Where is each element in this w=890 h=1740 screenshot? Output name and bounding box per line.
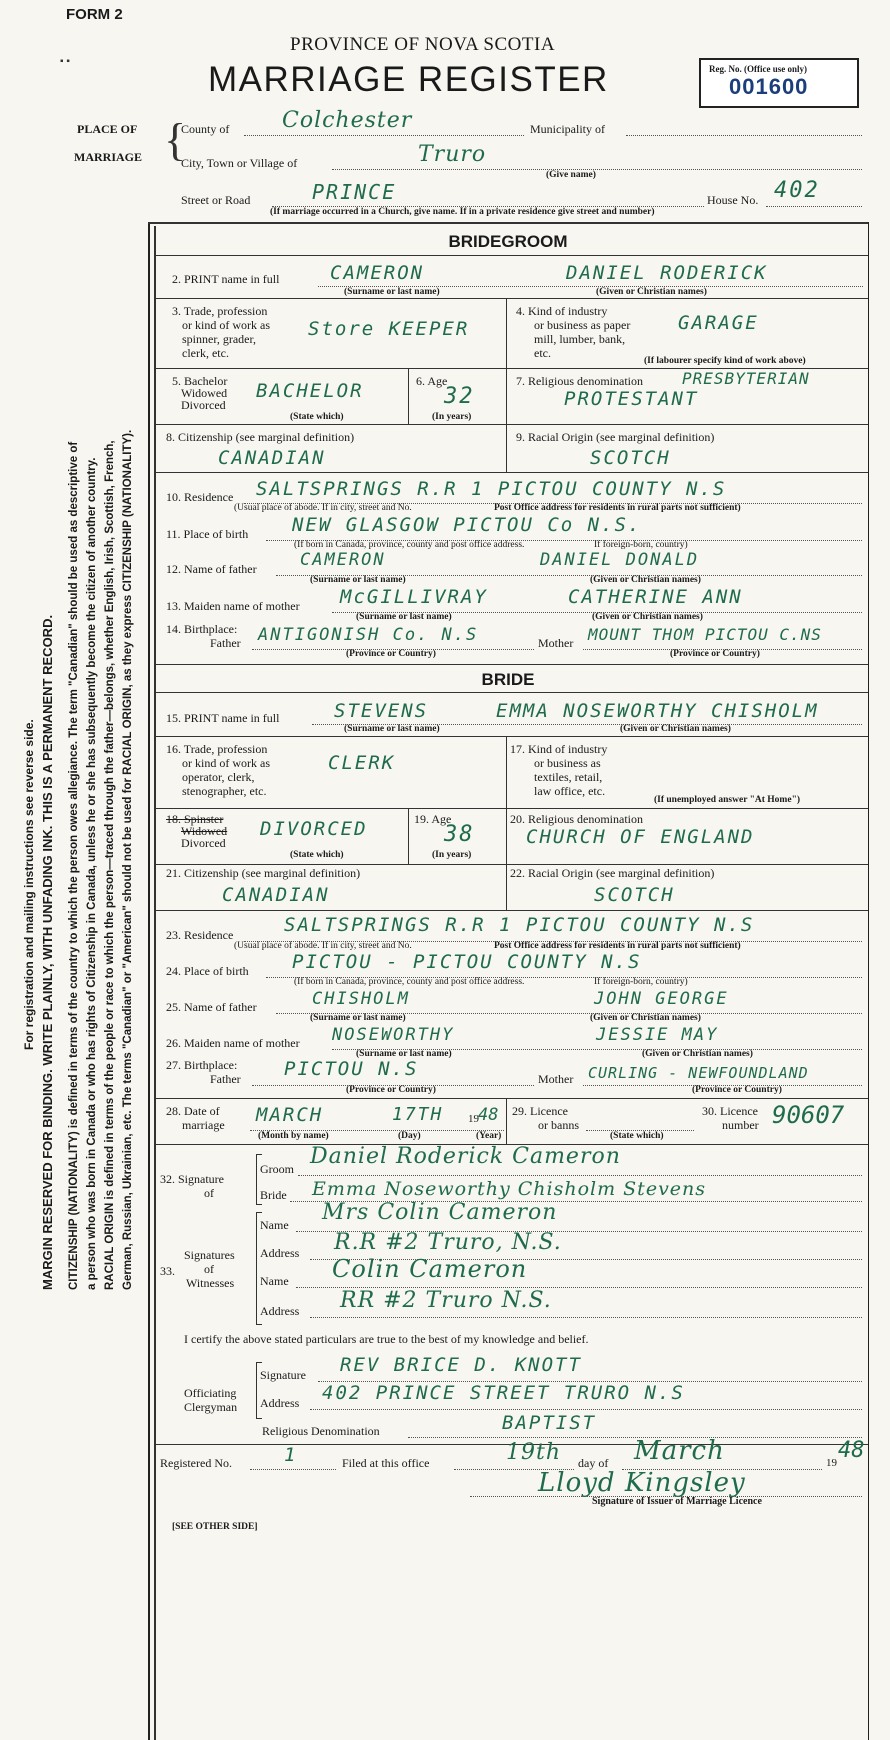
bride-given-hint: (Given or Christian names) [620, 724, 731, 734]
day-of-label: day of [578, 1456, 609, 1470]
reg-number-box [699, 58, 859, 108]
groom-surname: CAMERON [330, 262, 425, 284]
groom-mother-surname-hint: (Surname or last name) [356, 612, 452, 622]
groom-racial-label: 9. Racial Origin (see marginal definition) [516, 430, 715, 444]
licence-banns-label-2: or banns [538, 1118, 579, 1132]
bride-father-birthplace: PICTOU N.S [284, 1058, 419, 1080]
bride-status-hint: (State which) [290, 850, 344, 860]
street-value: PRINCE [312, 180, 397, 204]
witnesses-label-1: Signatures [184, 1248, 235, 1262]
bride-birth: PICTOU - PICTOU COUNTY N.S [292, 951, 642, 973]
bride-father-given: JOHN GEORGE [594, 989, 729, 1009]
groom-father-given-hint: (Given or Christian names) [590, 575, 701, 585]
witness-1-address: R.R #2 Truro, N.S. [334, 1230, 562, 1255]
clergy-address: 402 PRINCE STREET TRURO N.S [322, 1382, 685, 1404]
clergy-denomination: BAPTIST [502, 1412, 597, 1434]
bride-mother-given: JESSIE MAY [596, 1025, 719, 1045]
bride-birthplace-father-label: Father [210, 1072, 241, 1086]
groom-trade-label-3: spinner, grader, [182, 332, 257, 346]
bride-signature: Emma Noseworthy Chisholm Stevens [312, 1178, 707, 1200]
groom-name-label: 2. PRINT name in full [172, 272, 280, 286]
form-title: MARRIAGE REGISTER [208, 60, 609, 99]
bridegroom-heading: BRIDEGROOM [448, 232, 568, 251]
bride-trade: CLERK [328, 752, 396, 774]
house-value: 402 [774, 178, 820, 203]
filed-month: March [634, 1436, 725, 1466]
bride-surname: STEVENS [334, 700, 429, 722]
see-other-side-note: [SEE OTHER SIDE] [172, 1522, 258, 1532]
county-value: Colchester [282, 108, 413, 133]
witnesses-label-3: Witnesses [186, 1276, 235, 1290]
groom-status-hint: (State which) [290, 412, 344, 422]
marriage-day: 17TH [392, 1104, 444, 1125]
clergy-address-label: Address [260, 1396, 300, 1410]
groom-racial: SCOTCH [590, 447, 671, 469]
groom-signature: Daniel Roderick Cameron [310, 1144, 621, 1169]
bride-mother-surname: NOSEWORTHY [332, 1025, 455, 1045]
margin-line-2: MARGIN RESERVED FOR BINDING. WRITE PLAINLY, WITH UNFADING INK. THIS IS A PERMANENT RECORD. [40, 614, 55, 1290]
groom-birth-hint-b: If foreign-born, country) [594, 540, 688, 550]
licence-banns-hint: (State which) [610, 1131, 664, 1141]
bride-status: DIVORCED [260, 818, 368, 840]
reg-box-label: Reg. No. (Office use only) [709, 64, 807, 74]
groom-mother-surname: McGILLIVRAY [340, 586, 488, 608]
bride-residence-label: 23. Residence [166, 928, 234, 942]
groom-father-birthplace: ANTIGONISH Co. N.S [258, 625, 479, 645]
groom-religion-1: PRESBYTERIAN [682, 369, 810, 388]
groom-citizenship-label: 8. Citizenship (see marginal definition) [166, 430, 355, 444]
groom-industry-label-2: or business as paper [534, 318, 631, 332]
give-name-hint: (Give name) [546, 170, 596, 180]
groom-father-surname-hint: (Surname or last name) [310, 575, 406, 585]
bride-age: 38 [444, 822, 475, 847]
groom-father-province-hint: (Province or Country) [346, 649, 436, 659]
margin-line-5: RACIAL ORIGIN is defined in terms of the people or race to which the person—traced through the father—belongs, whether English, Irish, Scottish, French, [104, 440, 116, 1290]
marriage-year-prefix: 19 [468, 1113, 479, 1125]
clergy-signature: REV BRICE D. KNOTT [340, 1354, 582, 1376]
clergy-denomination-label: Religious Denomination [262, 1424, 380, 1438]
bride-father-province-hint: (Province or Country) [346, 1085, 436, 1095]
groom-industry-label-4: etc. [534, 346, 551, 360]
issuer-signature: Lloyd Kingsley [538, 1468, 746, 1498]
bride-citizenship: CANADIAN [222, 884, 330, 906]
bride-residence-hint-b: Post Office address for residents in rural parts not sufficient) [494, 941, 741, 951]
bride-father-surname: CHISHOLM [312, 989, 410, 1009]
groom-father-given: DANIEL DONALD [540, 550, 700, 570]
groom-birthplace-label: 14. Birthplace: [166, 622, 238, 636]
bride-residence: SALTSPRINGS R.R 1 PICTOU COUNTY N.S [284, 914, 755, 936]
bride-age-hint: (In years) [432, 850, 472, 860]
witnesses-label-2: of [204, 1262, 214, 1276]
form-number: FORM 2 [66, 6, 123, 23]
filed-day: 19th [506, 1440, 562, 1465]
groom-citizenship: CANADIAN [218, 447, 326, 469]
city-label: City, Town or Village of [181, 156, 298, 170]
registered-no: 1 [284, 1444, 298, 1466]
marriage-day-hint: (Day) [398, 1131, 421, 1141]
margin-line-4: a person who was born in Canada or who has rights of Citizenship in Canada, unless he or she has subsequently become the citizen of another country. [86, 457, 98, 1290]
bride-citizenship-label: 21. Citizenship (see marginal definition) [166, 866, 361, 880]
bride-mother-province-hint: (Province or Country) [692, 1085, 782, 1095]
groom-trade-label-2: or kind of work as [182, 318, 270, 332]
clergy-signature-label: Signature [260, 1368, 306, 1382]
house-label: House No. [707, 193, 759, 207]
witness-1-name: Mrs Colin Cameron [322, 1200, 558, 1225]
witness-1-name-label: Name [260, 1218, 289, 1232]
groom-birthplace-father-label: Father [210, 636, 241, 650]
province-title: PROVINCE OF NOVA SCOTIA [290, 34, 556, 55]
groom-age-label: 6. Age [416, 374, 448, 388]
groom-industry-hint: (If labourer specify kind of work above) [644, 356, 806, 366]
groom-mother-label: 13. Maiden name of mother [166, 599, 300, 613]
bride-surname-hint: (Surname or last name) [344, 724, 440, 734]
bride-birth-label: 24. Place of birth [166, 964, 249, 978]
licence-banns-label-1: 29. Licence [512, 1104, 568, 1118]
groom-surname-hint: (Surname or last name) [344, 287, 440, 297]
reg-number: 001600 [729, 74, 809, 99]
bride-trade-label-1: 16. Trade, profession [166, 742, 268, 756]
bride-trade-label-4: stenographer, etc. [182, 784, 267, 798]
signature-section-label-1: 32. Signature [160, 1172, 224, 1186]
groom-religion-2: PROTESTANT [564, 388, 699, 410]
groom-mother-given-hint: (Given or Christian names) [592, 612, 703, 622]
county-label: County of [181, 122, 230, 136]
bride-mother-birthplace: CURLING - NEWFOUNDLAND [588, 1064, 809, 1082]
groom-birth: NEW GLASGOW PICTOU Co N.S. [292, 514, 642, 536]
margin-line-6: German, Russian, Ukrainian, etc. The terms "Canadian" or "American" should not be used for RACIAL ORIGIN, as they express CITIZENSHIP (NATIONALITY). [122, 429, 134, 1290]
groom-trade-label-4: clerk, etc. [182, 346, 229, 360]
groom-father-label: 12. Name of father [166, 562, 257, 576]
marriage-date-label-1: 28. Date of [166, 1104, 220, 1118]
filed-label: Filed at this office [342, 1456, 430, 1470]
groom-status-label-3: Divorced [181, 398, 226, 412]
bride-status-label-3: Divorced [181, 836, 226, 850]
groom-residence-hint-a: (Usual place of abode. If in city, street and No. [234, 503, 412, 513]
bride-given: EMMA NOSEWORTHY CHISHOLM [496, 700, 819, 722]
bride-heading: BRIDE [481, 670, 535, 689]
groom-status: BACHELOR [256, 380, 364, 402]
groom-religion-label: 7. Religious denomination [516, 374, 643, 388]
bride-trade-label-2: or kind of work as [182, 756, 270, 770]
groom-given-hint: (Given or Christian names) [596, 287, 707, 297]
place-brace: { [164, 114, 187, 165]
licence-number-label-1: 30. Licence [702, 1104, 758, 1118]
groom-status-label-2: Widowed [181, 386, 228, 400]
bride-industry-label-4: law office, etc. [534, 784, 606, 798]
groom-mother-province-hint: (Province or Country) [670, 649, 760, 659]
bride-father-label: 25. Name of father [166, 1000, 257, 1014]
groom-birth-hint-a: (If born in Canada, province, county and post office address. [294, 540, 525, 550]
bride-birth-hint-b: If foreign-born, country) [594, 977, 688, 987]
bride-mother-given-hint: (Given or Christian names) [642, 1049, 753, 1059]
groom-father-surname: CAMERON [300, 550, 386, 570]
groom-industry-label-1: 4. Kind of industry [516, 304, 608, 318]
witness-2-name-label: Name [260, 1274, 289, 1288]
city-value: Truro [418, 142, 487, 167]
marriage-year-hint: (Year) [476, 1131, 502, 1141]
licence-number-label-2: number [722, 1118, 759, 1132]
groom-status-label-1: 5. Bachelor [172, 374, 228, 388]
marriage-month-hint: (Month by name) [258, 1131, 329, 1141]
bride-religion: CHURCH OF ENGLAND [526, 826, 755, 848]
bride-mother-surname-hint: (Surname or last name) [356, 1049, 452, 1059]
margin-line-3: CITIZENSHIP (NATIONALITY) is defined in terms of the country to which the person owes allegiance. The term "Canadian" should be used as descriptive of [68, 441, 80, 1290]
bride-status-label-1: 18. Spinster [166, 812, 224, 826]
groom-mother-birthplace: MOUNT THOM PICTOU C.NS [588, 625, 822, 644]
bride-trade-label-3: operator, clerk, [182, 770, 255, 784]
groom-mother-given: CATHERINE ANN [568, 586, 743, 608]
bride-name-label: 15. PRINT name in full [166, 711, 280, 725]
bride-industry-hint: (If unemployed answer "At Home") [654, 795, 801, 805]
groom-signature-label: Groom [260, 1162, 294, 1176]
certification-statement: I certify the above stated particulars are true to the best of my knowledge and belief. [184, 1332, 589, 1346]
municipality-label: Municipality of [530, 122, 605, 136]
place-label-1: PLACE OF [77, 122, 138, 136]
bride-birthplace-label: 27. Birthplace: [166, 1058, 238, 1072]
bride-status-label-2: Widowed [181, 824, 228, 838]
issuer-signature-label: Signature of Issuer of Marriage Licence [592, 1496, 762, 1507]
bride-father-given-hint: (Given or Christian names) [590, 1013, 701, 1023]
signature-section-label-2: of [204, 1186, 214, 1200]
witness-2-address-label: Address [260, 1304, 300, 1318]
street-label: Street or Road [181, 193, 251, 207]
groom-industry-label-3: mill, lumber, bank, [534, 332, 626, 346]
licence-number: 90607 [772, 1101, 845, 1129]
groom-industry: GARAGE [678, 312, 759, 334]
bride-father-surname-hint: (Surname or last name) [310, 1013, 406, 1023]
bride-mother-label: 26. Maiden name of mother [166, 1036, 300, 1050]
bride-racial: SCOTCH [594, 884, 675, 906]
bride-signature-label: Bride [260, 1188, 287, 1202]
filed-year-prefix: 19 [826, 1457, 837, 1469]
witnesses-section-number: 33. [160, 1264, 175, 1278]
clergy-label-2: Clergyman [184, 1400, 238, 1414]
groom-trade-label-1: 3. Trade, profession [172, 304, 268, 318]
marriage-year: 48 [478, 1105, 499, 1125]
bride-birthplace-mother-label: Mother [538, 1072, 574, 1086]
bride-industry-label-1: 17. Kind of industry [510, 742, 608, 756]
groom-age-hint: (In years) [432, 412, 472, 422]
bride-age-label: 19. Age [414, 812, 452, 826]
witness-1-address-label: Address [260, 1246, 300, 1260]
bride-religion-label: 20. Religious denomination [510, 812, 643, 826]
groom-birthplace-mother-label: Mother [538, 636, 574, 650]
marriage-month: MARCH [256, 1104, 324, 1126]
groom-age: 32 [444, 384, 475, 409]
groom-residence: SALTSPRINGS R.R 1 PICTOU COUNTY N.S [256, 478, 727, 500]
place-note: (If marriage occurred in a Church, give name. If in a private residence give street and number) [270, 207, 655, 217]
groom-trade: Store KEEPER [308, 318, 470, 340]
registered-no-label: Registered No. [160, 1456, 232, 1470]
witness-2-name: Colin Cameron [332, 1255, 528, 1283]
clergy-label-1: Officiating [184, 1386, 237, 1400]
margin-line-1: For registration and mailing instructions see reverse side. [22, 719, 36, 1050]
groom-residence-hint-b: Post Office address for residents in rural parts not sufficient) [494, 503, 741, 513]
groom-residence-label: 10. Residence [166, 490, 234, 504]
bride-industry-label-2: or business as [534, 756, 601, 770]
witness-2-address: RR #2 Truro N.S. [340, 1288, 552, 1313]
bride-residence-hint-a: (Usual place of abode. If in city, street and No. [234, 941, 412, 951]
place-label-2: MARRIAGE [74, 150, 142, 164]
groom-birth-label: 11. Place of birth [166, 527, 249, 541]
groom-given: DANIEL RODERICK [566, 262, 768, 284]
marriage-date-label-2: marriage [182, 1118, 225, 1132]
filed-year: 48 [838, 1438, 865, 1463]
margin-mark: ▪ ▪ [60, 56, 70, 67]
bride-birth-hint-a: (If born in Canada, province, county and post office address. [294, 977, 525, 987]
bride-industry-label-3: textiles, retail, [534, 770, 603, 784]
bride-racial-label: 22. Racial Origin (see marginal definition) [510, 866, 715, 880]
